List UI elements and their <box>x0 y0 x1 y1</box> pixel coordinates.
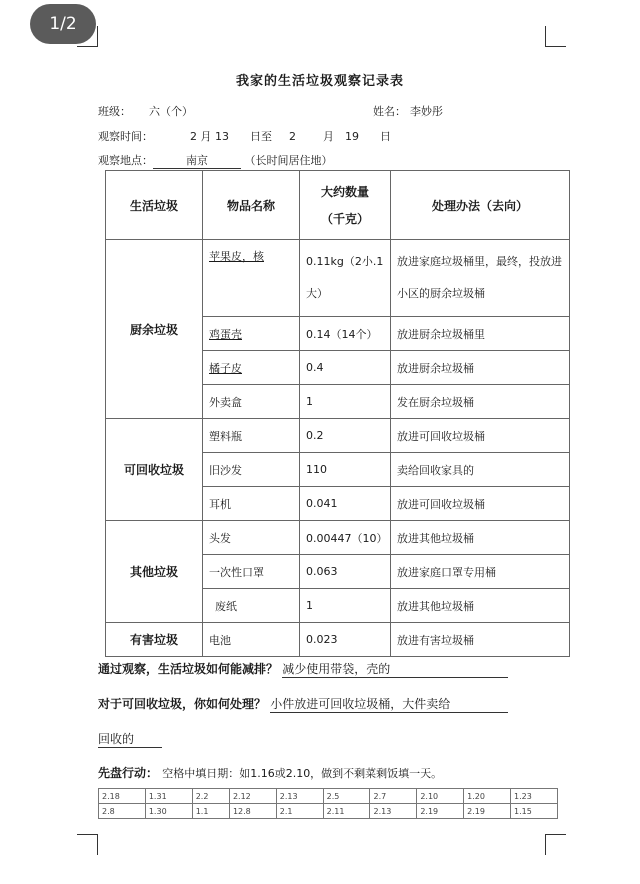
item-quantity: 110 <box>300 453 391 487</box>
item-name: 橘子皮 <box>203 351 300 385</box>
question-1-text: 通过观察，生活垃圾如何能减排？ <box>98 662 279 676</box>
name-label: 姓名： <box>373 105 406 118</box>
item-method: 放进厨余垃圾桶里 <box>391 317 570 351</box>
pioneer-label: 先盘行动： <box>98 766 159 780</box>
date-cell: 2.13 <box>370 804 417 819</box>
pioneer-action <box>98 764 442 781</box>
item-quantity: 0.14（14个） <box>300 317 391 351</box>
item-method: 放进其他垃圾桶 <box>391 589 570 623</box>
name-field <box>373 103 443 119</box>
garbage-table <box>105 170 570 657</box>
date-cell: 2.19 <box>464 804 511 819</box>
date-grid-row <box>99 804 558 819</box>
item-method: 卖给回收家具的 <box>391 453 570 487</box>
item-name: 旧沙发 <box>203 453 300 487</box>
date-cell: 2.10 <box>417 789 464 804</box>
class-field <box>98 103 193 119</box>
answer-2-line-2: 回收的 <box>98 730 162 748</box>
item-quantity: 0.11kg（2小.1大） <box>300 240 391 317</box>
date-cell: 2.11 <box>323 804 370 819</box>
time-unit: 日至 <box>250 130 272 143</box>
header-quantity <box>300 171 391 240</box>
time-unit: 月 <box>323 130 334 143</box>
item-quantity: 0.00447（10） <box>300 521 391 555</box>
question-2-continued <box>98 730 162 748</box>
item-name: 鸡蛋壳 <box>203 317 300 351</box>
date-cell: 2.2 <box>192 789 229 804</box>
time-label: 观察时间： <box>98 130 153 143</box>
date-cell: 2.8 <box>99 804 146 819</box>
date-cell: 2.1 <box>276 804 323 819</box>
date-cell: 2.12 <box>229 789 276 804</box>
class-value: 六（个） <box>149 105 193 118</box>
item-quantity: 0.041 <box>300 487 391 521</box>
pioneer-text: 空格中填日期：如1.16或2.10，做到不剩菜剩饭填一天。 <box>162 767 443 780</box>
item-quantity: 0.4 <box>300 351 391 385</box>
date-cell: 1.15 <box>511 804 558 819</box>
time-unit: 日 <box>380 130 391 143</box>
question-2 <box>98 695 508 713</box>
header-quantity-label: 大约数量 <box>320 185 369 199</box>
observation-time <box>98 128 391 144</box>
page-indicator: 1/2 <box>30 4 96 44</box>
date-grid <box>98 788 558 819</box>
crop-mark-bottom-right <box>545 834 566 855</box>
time-day-start: 13 <box>215 130 229 143</box>
item-method: 放进家庭口罩专用桶 <box>391 555 570 589</box>
item-method: 放进其他垃圾桶 <box>391 521 570 555</box>
class-label: 班级： <box>98 105 131 118</box>
crop-mark-top-left <box>77 26 98 47</box>
table-row <box>106 419 570 453</box>
date-cell: 1.1 <box>192 804 229 819</box>
time-unit: 月 <box>200 130 212 143</box>
header-item: 物品名称 <box>203 171 300 240</box>
date-grid-row <box>99 789 558 804</box>
answer-2-line-1: 小件放进可回收垃圾桶，大件卖给 <box>270 695 508 713</box>
item-method: 放进可回收垃圾桶 <box>391 487 570 521</box>
table-row <box>106 240 570 317</box>
item-name: 苹果皮，核 <box>203 240 300 317</box>
table-header-row <box>106 171 570 240</box>
item-quantity: 0.023 <box>300 623 391 657</box>
name-value: 李妙彤 <box>410 105 443 118</box>
document-title: 我家的生活垃圾观察记录表 <box>235 74 404 89</box>
time-day-end: 19 <box>345 130 359 143</box>
date-cell: 1.30 <box>145 804 192 819</box>
header-category: 生活垃圾 <box>106 171 203 240</box>
item-quantity: 0.2 <box>300 419 391 453</box>
item-name: 一次性口罩 <box>203 555 300 589</box>
item-method: 放进家庭垃圾桶里，最终，投放进小区的厨余垃圾桶 <box>391 240 570 317</box>
table-row <box>106 521 570 555</box>
question-1 <box>98 660 508 678</box>
date-cell: 1.23 <box>511 789 558 804</box>
date-cell: 1.20 <box>464 789 511 804</box>
place-value: 南京 <box>153 152 241 169</box>
item-method: 放进可回收垃圾桶 <box>391 419 570 453</box>
date-cell: 2.7 <box>370 789 417 804</box>
category-other-waste: 其他垃圾 <box>106 521 203 623</box>
crop-mark-top-right <box>545 26 566 47</box>
item-name: 塑料瓶 <box>203 419 300 453</box>
place-note: （长时间居住地） <box>244 154 333 167</box>
observation-place <box>98 152 333 169</box>
date-cell: 12.8 <box>229 804 276 819</box>
date-cell: 2.5 <box>323 789 370 804</box>
category-kitchen-waste: 厨余垃圾 <box>106 240 203 419</box>
date-cell: 1.31 <box>145 789 192 804</box>
item-method: 放进厨余垃圾桶 <box>391 351 570 385</box>
time-month-start: 2 <box>190 130 197 143</box>
item-method: 发在厨余垃圾桶 <box>391 385 570 419</box>
crop-mark-bottom-left <box>77 834 98 855</box>
item-name: 耳机 <box>203 487 300 521</box>
header-quantity-unit: （千克） <box>320 212 369 226</box>
date-cell: 2.18 <box>99 789 146 804</box>
item-quantity: 1 <box>300 385 391 419</box>
item-method: 放进有害垃圾桶 <box>391 623 570 657</box>
item-quantity: 1 <box>300 589 391 623</box>
item-quantity: 0.063 <box>300 555 391 589</box>
header-method: 处理办法（去向） <box>391 171 570 240</box>
category-hazardous: 有害垃圾 <box>106 623 203 657</box>
table-row <box>106 623 570 657</box>
category-recyclable: 可回收垃圾 <box>106 419 203 521</box>
item-name: 头发 <box>203 521 300 555</box>
date-cell: 2.13 <box>276 789 323 804</box>
date-cell: 2.19 <box>417 804 464 819</box>
time-month-end: 2 <box>289 130 296 143</box>
item-name: 电池 <box>203 623 300 657</box>
place-label: 观察地点： <box>98 154 153 167</box>
item-name: 废纸 <box>203 589 300 623</box>
answer-1: 减少使用带袋，壳的 <box>282 660 508 678</box>
question-2-text: 对于可回收垃圾，你如何处理？ <box>98 697 267 711</box>
item-name: 外卖盒 <box>203 385 300 419</box>
